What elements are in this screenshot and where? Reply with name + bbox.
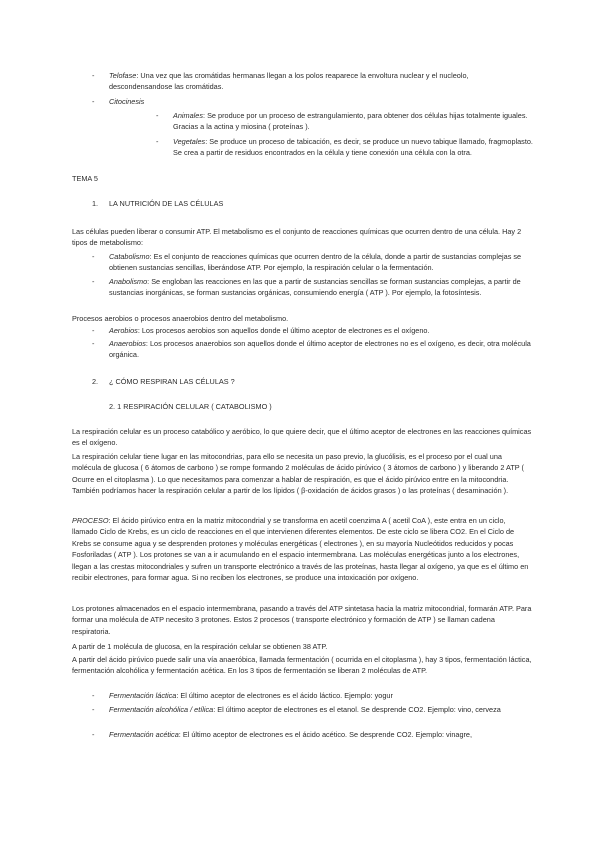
paragraph-glucolisis: La respiración celular tiene lugar en las mitocondrias, para ello se necesita un paso previo, la glucólisis, es el proceso por el cual una molécula de glucosa ( 6 átomos de carbono ) se rompe formando 2 moléculas de ácido pirúvico ( 3 átomos de carbono ) y liberando 2 ATP ( Ocurre en el citoplasma ). Lo que necesitamos para comenzar a hablar de respiración, es que el ácido pirúvico entre en la mitocondria. También podríamos hacer la respiración celular a partir de los lípidos ( β-oxidación de ácidos grasos ) o las proteínas ( desaminación ). [72,452,524,496]
text-anabolismo: : Se engloban las reacciones en las que a partir de sustancias sencillas se forman sustancias complejas, a partir de sustancias inorgánicas, se forman sustancias orgánicas, consumiendo energía ( ATP ). Por ejemplo, la fotosíntesis. [109,277,521,298]
term-vegetales: Vegetales [173,137,206,146]
bullet-dash: - [92,277,95,286]
bullet-catabolismo [92,251,532,274]
text-acetica: : El último aceptor de electrones es el ácido acético. Se desprende CO2. Ejemplo: vinagre, [178,730,473,739]
section-2-number: 2. [92,377,99,386]
section-1-number: 1. [92,199,99,208]
section-2-heading [92,376,512,388]
procesos-intro: Procesos aerobios o procesos anaerobios dentro del metabolismo. [72,314,289,323]
bullet-dash: - [92,71,95,80]
paragraph-proceso [72,515,532,583]
term-proceso: PROCESO [72,516,109,525]
bullet-telofase [92,70,532,93]
bullet-dash: - [92,252,95,261]
text-catabolismo: : Es el conjunto de reacciones químicas que ocurren dentro de la célula, donde a partir de sustancias complejas se obtienen sustancias sencillas, liberándose ATP. Por ejemplo, la respiración celular o la fermentación. [109,252,522,273]
text-proceso: : El ácido pirúvico entra en la matriz mitocondrial y se transforma en acetil coenzima A ( acetil CoA ), este entra en un ciclo, llamado Ciclo de Krebs, es un ciclo de reacciones en el que intervienen diferentes elementos. De este ciclo se libera CO2. En el Ciclo de Krebs se consume agua y se desprenden protones y moléculas energéticas ( electrones ), en su mayoría Nucleótidos reducidos y pocas Fosforiladas ( ATP ). Los protones se van a ir acumulando en el espacio intermembrana. Las moléculas energéticas junto a los electrones, llegan a las crestas mitocondriales y sufren un transporte electrónico a través de las proteínas, hasta llegar al oxígeno, ya que es el último en recibir electrones, para formar agua. Si no reciben los electrones, se produce una intoxicación por oxígeno. [72,516,529,583]
bullet-dash: - [92,326,95,335]
section-1-heading [92,198,512,210]
bullet-anaerobios [92,338,532,361]
paragraph-fermentacion: A partir del ácido pirúvico puede salir una vía anaeróbica, llamada fermentación ( ocurrida en el citoplasma ), hay 3 tipos, fermentación láctica, fermentación alcohólica y fermentación acética. En los 3 tipos de fermentación se liberan 2 moléculas de ATP. [72,655,532,676]
text-telofase: : Una vez que las cromátidas hermanas llegan a los polos reaparece la envoltura nuclear y el nucleolo, descondensandose las cromátidas. [109,71,469,92]
text-aerobios: : Los procesos aerobios son aquellos donde el último aceptor de electrones es el oxígeno. [137,326,430,335]
bullet-fermentacion-alcoholica [92,704,532,715]
term-acetica: Fermentación acética [109,730,179,739]
term-anaerobios: Anaerobios [109,339,146,348]
bullet-fermentacion-lactica [92,690,532,701]
bullet-aerobios [92,325,532,336]
bullet-dash: - [92,691,95,700]
text-vegetales: : Se produce un proceso de tabicación, es decir, se produce un nuevo tabique llamado, fragmoplasto. Se crea a partir de residuos encontrados en la célula y tiene conexión una célula con la otra. [173,137,533,158]
text-alcoholica: : El último aceptor de electrones es el etanol. Se desprende CO2. Ejemplo: vino, cerveza [213,705,501,714]
text-anaerobios: : Los procesos anaerobios son aquellos donde el último aceptor de electrones no es el oxígeno, es decir, otra molécula orgánica. [109,339,531,360]
bullet-anabolismo [92,276,532,299]
paragraph-protones: Los protones almacenados en el espacio intermembrana, pasando a través del ATP sintetasa hacia la matriz mitocondrial, formarán ATP. Para formar una molécula de ATP necesito 3 protones. Estos 2 procesos ( transporte electrónico y formación de ATP ) se llaman cadena respiratoria. [72,604,532,636]
term-anabolismo: Anabolismo [109,277,148,286]
bullet-fermentacion-acetica [92,729,532,740]
paragraph-38-atp: A partir de 1 molécula de glucosa, en la respiración celular se obtienen 38 ATP. [72,642,328,651]
bullet-dash: - [92,730,95,739]
bullet-dash: - [92,97,95,106]
section-2-subtitle: 2. 1 RESPIRACIÓN CELULAR ( CATABOLISMO ) [109,402,272,411]
term-citocinesis: Citocinesis [109,97,145,106]
bullet-dash: - [156,111,159,120]
section-2-title: ¿ CÓMO RESPIRAN LAS CÉLULAS ? [109,377,235,386]
sub-bullet-vegetales [156,136,536,159]
sub-bullet-animales [156,110,536,133]
text-lactica: : El último aceptor de electrones es el ácido láctico. Ejemplo: yogur [176,691,393,700]
term-catabolismo: Catabolismo [109,252,150,261]
bullet-citocinesis [92,96,532,107]
term-aerobios: Aerobios [109,326,138,335]
text-animales: : Se produce por un proceso de estrangulamiento, para obtener dos células hijas totalmente iguales. Gracias a la actina y miosina ( proteínas ). [173,111,528,132]
section-1-title: LA NUTRICIÓN DE LAS CÉLULAS [109,199,224,208]
tema-title: TEMA 5 [72,174,98,183]
term-telofase: Telofase [109,71,137,80]
paragraph-respiracion-def: La respiración celular es un proceso catabólico y aeróbico, lo que quiere decir, que el último aceptor de electrones en las reacciones químicas es el oxígeno. [72,427,532,448]
section-1-intro: Las células pueden liberar o consumir ATP. El metabolismo es el conjunto de reacciones químicas que ocurren dentro de una célula. Hay 2 tipos de metabolismo: [72,227,522,248]
bullet-dash: - [156,137,159,146]
bullet-dash: - [92,705,95,714]
bullet-dash: - [92,339,95,348]
term-lactica: Fermentación láctica [109,691,177,700]
term-animales: Animales [173,111,204,120]
term-alcoholica: Fermentación alcohólica / etílica [109,705,214,714]
